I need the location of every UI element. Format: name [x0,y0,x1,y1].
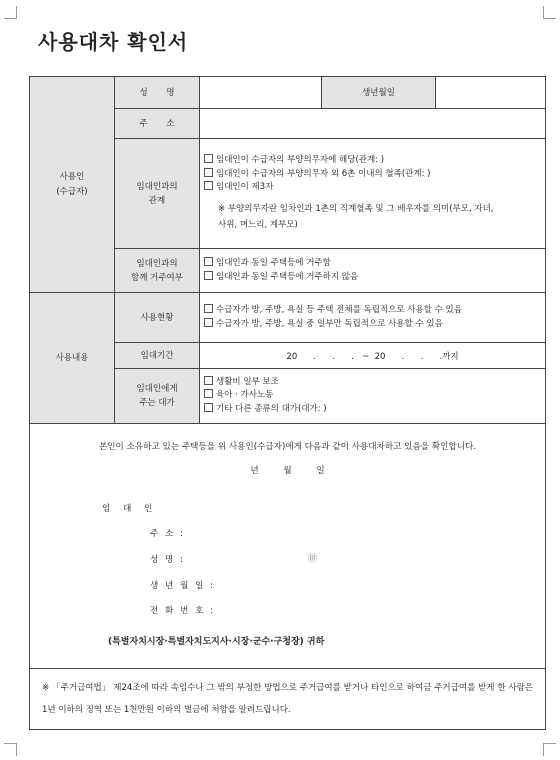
cohabit-options [200,249,546,293]
payment-option-2[interactable]: 육아 · 가사노동 [204,389,541,403]
crop-mark-bottom-right [543,743,556,756]
relation-options [200,139,546,249]
checkbox-icon[interactable] [204,376,213,385]
usage-option-1[interactable]: 수급자가 방, 주방, 욕실 등 주택 전체를 독립적으로 사용할 수 있음 [204,304,541,318]
checkbox-icon[interactable] [204,389,213,398]
checkbox-icon[interactable] [204,257,213,266]
lessor-label: 임 대 인 [102,504,158,514]
checkbox-icon[interactable] [204,181,213,190]
payment-option-1[interactable]: 생활비 일부 보조 [204,376,541,390]
cohabit-option-2[interactable]: 임대인과 동일 주택등에 거주하지 않음 [204,271,541,285]
name-value-cell[interactable] [200,77,322,109]
document-title: 사용대차 확인서 [38,30,189,54]
checkbox-icon[interactable] [204,154,213,163]
payment-option-3[interactable]: 기타 다른 종류의 대가(대가: ) [204,403,541,417]
crop-mark-top-right [543,6,556,19]
section-user: 사용인 (수급자) [30,77,115,293]
statement-intro: 본인이 소유하고 있는 주택등을 위 사용인(수급자)에게 다음과 같이 사용대차하고 있음을 확인합니다. [98,442,477,452]
relation-option-1[interactable]: 임대인이 수급자의 부양의무자에 해당(관계: ) [204,154,541,168]
confirmation-form-table [29,76,546,730]
label-cohabit: 임대인과의 함께 거주여부 [115,249,200,293]
checkbox-icon[interactable] [204,318,213,327]
label-name: 성 명 [115,77,200,109]
addressee-line: (특별자치시장·특별자치도지사·시장·군수·구청장) 귀하 [108,637,325,647]
usage-option-2[interactable]: 수급자가 방, 주방, 욕실 중 일부만 독립적으로 사용할 수 있음 [204,318,541,332]
relation-option-2[interactable]: 임대인이 수급자의 부양의무자 외 6촌 이내의 혈족(관계: ) [204,168,541,182]
label-birth: 생년월일 [322,77,436,109]
label-address: 주 소 [115,109,200,139]
lessor-address-field[interactable]: 주 소 : [150,529,185,539]
address-value-cell[interactable] [200,109,546,139]
payment-options [200,369,546,424]
section-usage: 사용내용 [30,293,115,424]
birth-value-cell[interactable] [436,77,546,109]
label-payment: 임대인에게 주는 대가 [115,369,200,424]
checkbox-icon[interactable] [204,304,213,313]
lessor-name-field[interactable]: 성 명 : [150,555,185,565]
lessor-birth-field[interactable]: 생 년 월 일 : [150,581,216,591]
label-relation: 임대인과의 관계 [115,139,200,249]
statement-section [30,424,546,669]
checkbox-icon[interactable] [204,271,213,280]
label-lease-period: 임대기간 [115,343,200,369]
lease-period-value[interactable]: 20 . . . ~ 20 . . .까지 [200,343,546,369]
relation-option-3[interactable]: 임대인이 제3자 [204,181,541,195]
checkbox-icon[interactable] [204,403,213,412]
crop-mark-top-left [4,6,17,19]
checkbox-icon[interactable] [204,168,213,177]
usage-options [200,293,546,343]
relation-note-line-2: 사위, 며느리, 계부모) [218,219,298,230]
label-usage-status: 사용현황 [115,293,200,343]
statement-date-line: 년 월 일 [250,466,325,476]
seal-icon: ㊞ [308,554,318,564]
footnote: ※ 「주거급여법」 제24조에 따라 속임수나 그 밖의 부정한 방법으로 주거급여를 받거나 타인으로 하여금 주거급여를 받게 한 사람은 1년 이하의 징역 또는 1천만원 이하의 벌금에 처함을 알려드립니다. [30,669,546,730]
crop-mark-bottom-left [4,743,17,756]
cohabit-option-1[interactable]: 임대인과 동일 주택등에 거주함 [204,257,541,271]
relation-note-line-1: ※ 부양의무자란 임차인과 1촌의 직계혈족 및 그 배우자를 의미(부모, 자녀, [218,203,494,214]
lessor-phone-field[interactable]: 전 화 번 호 : [150,606,216,616]
